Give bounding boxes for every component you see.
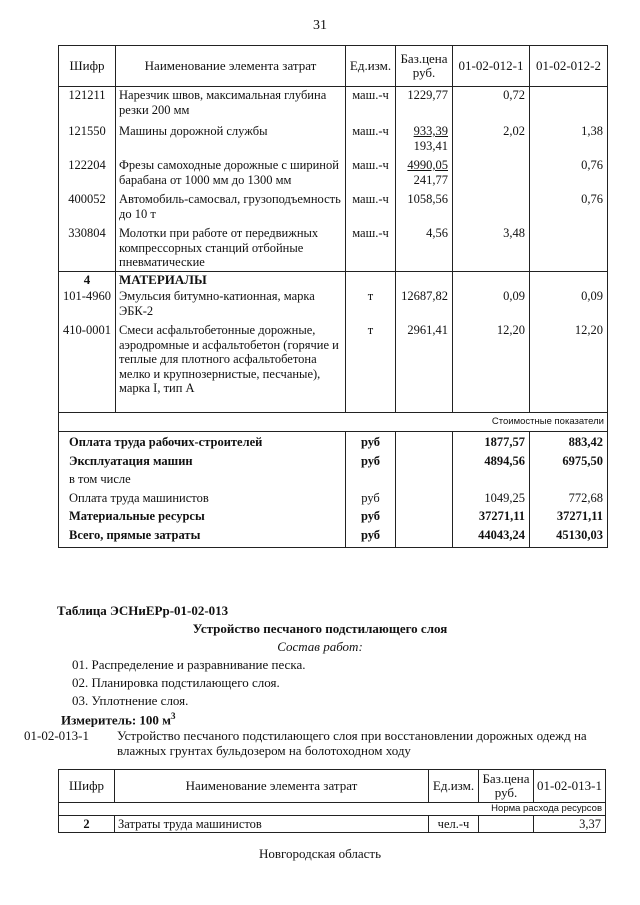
summary-label: Всего, прямые затраты xyxy=(59,525,346,548)
summary-v1: 37271,11 xyxy=(453,506,530,525)
row-name: Эмульсия битумно-катионная, марка ЭБК-2 xyxy=(116,288,346,319)
summary-v1: 44043,24 xyxy=(453,525,530,548)
norm-description: Устройство песчаного подстилающего слоя при восстановлении дорожных одежд на влажных грунтах бульдозером на болотоходном ходу xyxy=(117,728,587,758)
price-secondary: 193,41 xyxy=(413,138,448,153)
table-header-row xyxy=(59,46,608,87)
row-unit: чел.-ч xyxy=(429,816,479,833)
norm-code: 01-02-013-1 xyxy=(24,728,89,743)
row-unit: маш.-ч xyxy=(346,222,396,271)
summary-unit: руб xyxy=(346,432,396,451)
summary-row xyxy=(59,525,608,548)
summary-v2: 883,42 xyxy=(530,432,608,451)
summary-unit xyxy=(346,469,396,488)
summary-row xyxy=(59,469,608,488)
measure-unit xyxy=(61,711,176,728)
header-unit: Ед.изм. xyxy=(429,770,479,803)
row-price: 1058,56 xyxy=(396,188,453,222)
summary-v1: 1049,25 xyxy=(453,488,530,507)
table-row xyxy=(59,154,608,188)
header-code: Шифр xyxy=(59,770,115,803)
row-price: 4,56 xyxy=(396,222,453,271)
row-code: 101-4960 xyxy=(59,288,116,319)
summary-label: Материальные ресурсы xyxy=(59,506,346,525)
row-unit: т xyxy=(346,288,396,319)
row-price xyxy=(396,118,453,154)
row-name: Автомобиль-самосвал, грузоподъемность до 10 т xyxy=(116,188,346,222)
page-number: 31 xyxy=(313,18,327,33)
row-v1: 0,72 xyxy=(453,87,530,119)
row-price: 1229,77 xyxy=(396,87,453,119)
header-col1: 01-02-013-1 xyxy=(534,770,606,803)
row-code: 330804 xyxy=(59,222,116,271)
table-row xyxy=(59,87,608,119)
row-code: 400052 xyxy=(59,188,116,222)
row-price: 2961,41 xyxy=(396,319,453,413)
row-v2: 12,20 xyxy=(530,319,608,413)
row-name: Машины дорожной службы xyxy=(116,118,346,154)
row-code: 121550 xyxy=(59,118,116,154)
summary-v2: 37271,11 xyxy=(530,506,608,525)
table-row xyxy=(59,118,608,154)
summary-v2: 45130,03 xyxy=(530,525,608,548)
footer-region: Новгородская область xyxy=(258,846,382,861)
header-col1: 01-02-012-1 xyxy=(453,46,530,87)
row-v1 xyxy=(453,188,530,222)
row-v1: 3,48 xyxy=(453,222,530,271)
section-name: МАТЕРИАЛЫ xyxy=(116,271,346,288)
row-code: 121211 xyxy=(59,87,116,119)
header-price: Баз.цена руб. xyxy=(479,770,534,803)
table-row xyxy=(59,816,606,833)
summary-v2 xyxy=(530,469,608,488)
row-code: 122204 xyxy=(59,154,116,188)
row-v1: 3,37 xyxy=(534,816,606,833)
row-unit: т xyxy=(346,319,396,413)
table-row xyxy=(59,188,608,222)
row-code: 2 xyxy=(59,816,115,833)
row-v2 xyxy=(530,222,608,271)
table-header-row xyxy=(59,770,606,803)
row-v2 xyxy=(530,87,608,119)
row-v1: 12,20 xyxy=(453,319,530,413)
summary-v1: 1877,57 xyxy=(453,432,530,451)
header-name: Наименование элемента затрат xyxy=(115,770,429,803)
row-price xyxy=(479,816,534,833)
header-code: Шифр xyxy=(59,46,116,87)
works-title: Состав работ: xyxy=(277,639,363,654)
row-name: Нарезчик швов, максимальная глубина резки 200 мм xyxy=(116,87,346,119)
resource-table-013 xyxy=(58,769,606,833)
header-col2: 01-02-012-2 xyxy=(530,46,608,87)
table-row xyxy=(59,319,608,413)
row-v2: 0,76 xyxy=(530,188,608,222)
cost-header-row xyxy=(59,413,608,432)
row-price: 12687,82 xyxy=(396,288,453,319)
work-item: 02. Планировка подстилающего слоя. xyxy=(72,675,280,690)
summary-v2: 772,68 xyxy=(530,488,608,507)
summary-v2: 6975,50 xyxy=(530,451,608,470)
summary-label: Оплата труда машинистов xyxy=(59,488,346,507)
row-price xyxy=(396,154,453,188)
summary-label: Оплата труда рабочих-строителей xyxy=(59,432,346,451)
row-name: Затраты труда машинистов xyxy=(115,816,429,833)
row-v2: 1,38 xyxy=(530,118,608,154)
summary-label: в том числе xyxy=(59,469,346,488)
row-unit: маш.-ч xyxy=(346,188,396,222)
norm-header-row xyxy=(59,803,606,816)
row-code: 410-0001 xyxy=(59,319,116,413)
summary-label: Эксплуатация машин xyxy=(59,451,346,470)
summary-unit: руб xyxy=(346,506,396,525)
summary-unit: руб xyxy=(346,525,396,548)
work-item: 01. Распределение и разравнивание песка. xyxy=(72,657,306,672)
section-code: 4 xyxy=(59,271,116,288)
summary-v1: 4894,56 xyxy=(453,451,530,470)
row-name: Фрезы самоходные дорожные с шириной барабана от 1000 мм до 1300 мм xyxy=(116,154,346,188)
row-v2: 0,76 xyxy=(530,154,608,188)
resource-table-012 xyxy=(58,45,608,548)
summary-row xyxy=(59,451,608,470)
header-price: Баз.цена руб. xyxy=(396,46,453,87)
price-primary: 4990,05 xyxy=(407,158,448,172)
measure-label: Измеритель: 100 м xyxy=(61,712,172,728)
row-unit: маш.-ч xyxy=(346,154,396,188)
row-unit: маш.-ч xyxy=(346,118,396,154)
summary-row xyxy=(59,432,608,451)
header-unit: Ед.изм. xyxy=(346,46,396,87)
summary-v1 xyxy=(453,469,530,488)
measure-sup: 3 xyxy=(171,711,176,721)
norm-label: Норма расхода ресурсов xyxy=(59,803,606,816)
row-unit: маш.-ч xyxy=(346,87,396,119)
price-secondary: 241,77 xyxy=(413,172,448,187)
work-item: 03. Уплотнение слоя. xyxy=(72,693,189,708)
table-row xyxy=(59,288,608,319)
section-subtitle: Устройство песчаного подстилающего слоя xyxy=(192,621,448,636)
row-v2: 0,09 xyxy=(530,288,608,319)
row-name: Молотки при работе от передвижных компрессорных станций отбойные пневматические xyxy=(116,222,346,271)
section-row xyxy=(59,271,608,288)
header-name: Наименование элемента затрат xyxy=(116,46,346,87)
row-v1: 0,09 xyxy=(453,288,530,319)
table-row xyxy=(59,222,608,271)
price-primary: 933,39 xyxy=(413,124,448,138)
cost-header: Стоимостные показатели xyxy=(59,413,608,432)
summary-row xyxy=(59,506,608,525)
summary-unit: руб xyxy=(346,451,396,470)
row-v1 xyxy=(453,154,530,188)
summary-row xyxy=(59,488,608,507)
row-name: Смеси асфальтобетонные дорожные, аэродромные и асфальтобетон (горячие и теплые для плотного асфальтобетона мелко и крупнозернистые, песчаные), марка I, тип А xyxy=(116,319,346,413)
summary-unit: руб xyxy=(346,488,396,507)
table-title: Таблица ЭСНиЕРр-01-02-013 xyxy=(57,603,229,618)
row-v1: 2,02 xyxy=(453,118,530,154)
